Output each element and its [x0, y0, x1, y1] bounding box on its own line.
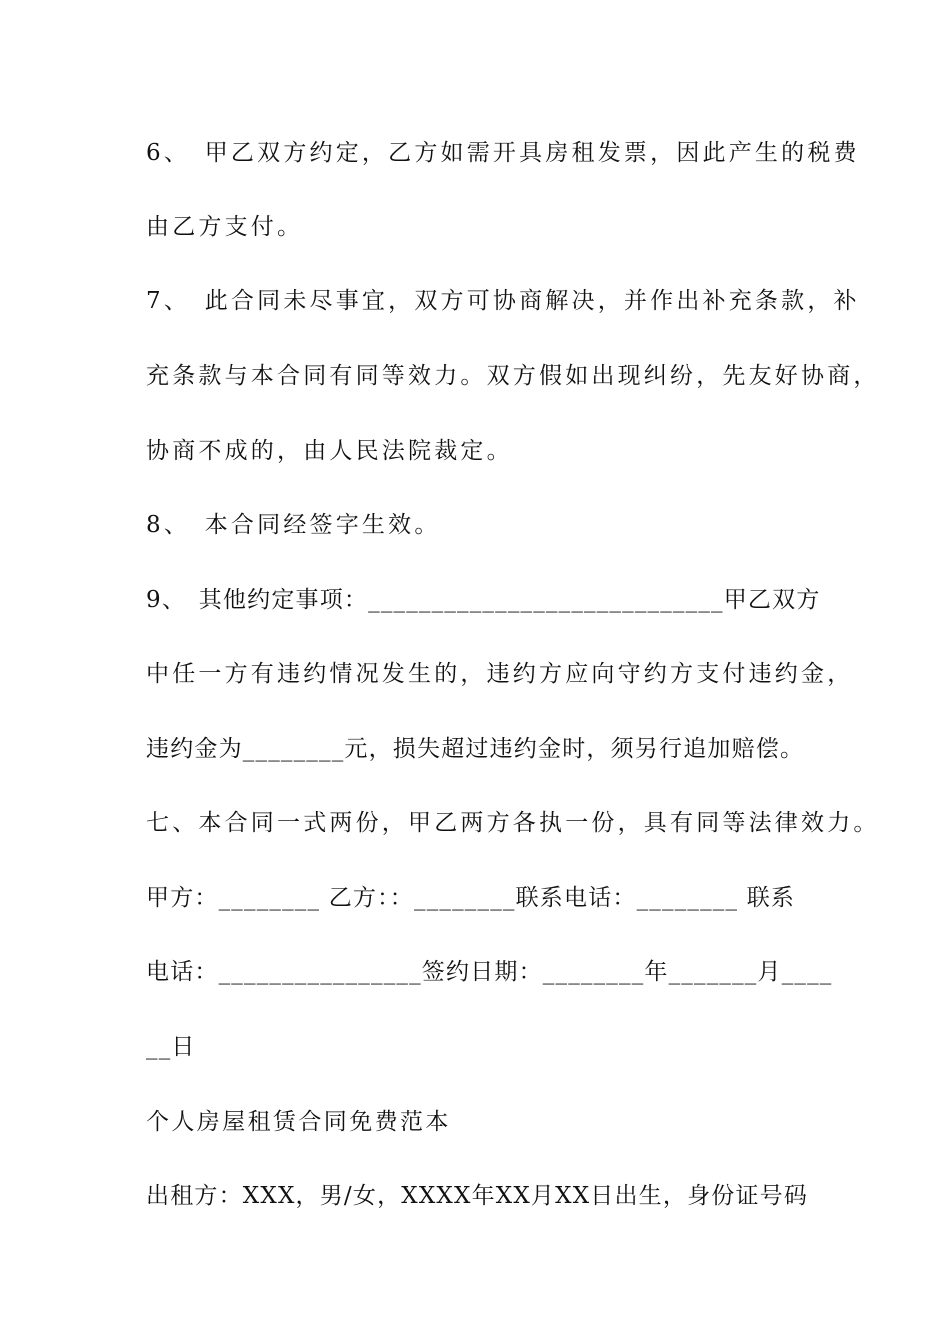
- signature-line-3: __日: [146, 1034, 196, 1060]
- clause-9-line-2: 中任一方有违约情况发生的，违约方应向守约方支付违约金，: [146, 661, 854, 687]
- clause-7-line-2: 充条款与本合同有同等效力。双方假如出现纠纷，先友好协商，: [146, 363, 880, 389]
- clause-7-line-1: 7、 此合同未尽事宜，双方可协商解决，并作出补充条款，补: [146, 288, 860, 314]
- signature-line-2: 电话：________________签约日期：________年_______月____: [146, 959, 833, 985]
- clause-8-line: 8、 本合同经签字生效。: [146, 512, 441, 538]
- clause-7-copies-line: 七、本合同一式两份，甲乙两方各执一份，具有同等法律效力。: [146, 810, 880, 836]
- clause-6-line-1: 6、 甲乙双方约定，乙方如需开具房租发票，因此产生的税费: [146, 140, 860, 166]
- clause-9-line-3: 违约金为________元，损失超过违约金时，须另行追加赔偿。: [146, 736, 805, 762]
- clause-6-line-2: 由乙方支付。: [146, 214, 304, 240]
- signature-line-1: 甲方：________ 乙方：：________联系电话：________ 联系: [146, 885, 796, 911]
- clause-9-line-1: 9、 其他约定事项：____________________________甲乙双方: [146, 587, 821, 613]
- lessor-line: 出租方：XXX，男/女，XXXX年XX月XX日出生，身份证号码: [146, 1183, 809, 1209]
- document-title: 个人房屋租赁合同免费范本: [146, 1109, 451, 1135]
- clause-7-line-3: 协商不成的，由人民法院裁定。: [146, 438, 513, 464]
